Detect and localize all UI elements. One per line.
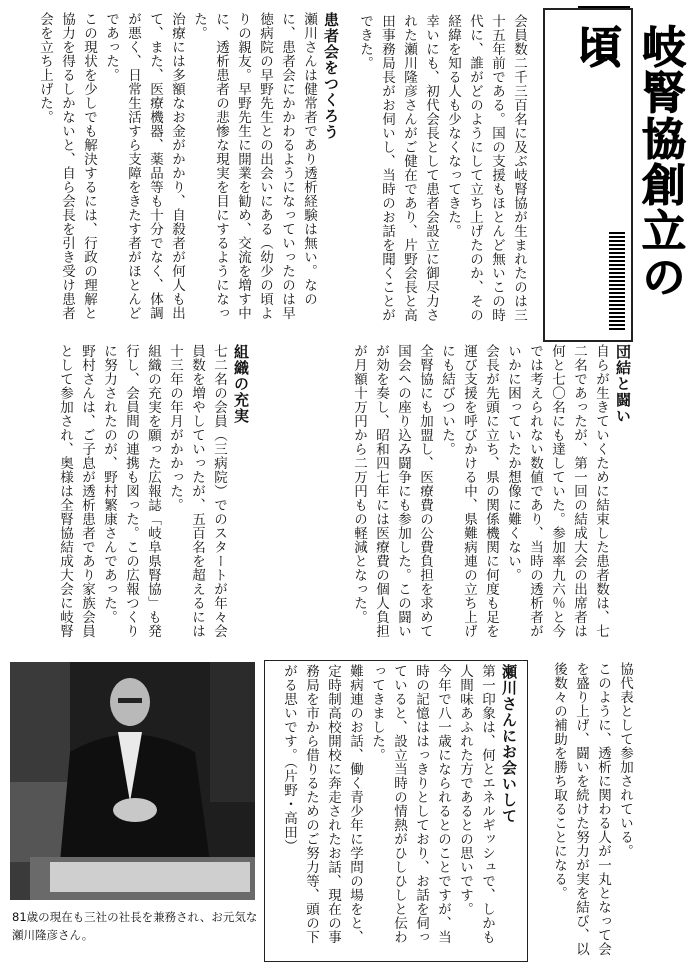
section-organization xyxy=(6,344,252,644)
box-body: 第一印象は、何とエネルギッシュで、しかも人間味あふれた方であるとの思いです。 今年で八一歳になられるとのことですが、当時の記憶ははっきりとしており、お話を伺っていると、設立当時の情熱がひしひしと伝わってきました。 難病連のお話、働く青少年に学問の場をと、定時制高校開校に奔走されたお話、現在の事務局を市から借りるためのご努力等、頭の下がる思いです。（片野・高田） xyxy=(281,664,495,944)
title-box xyxy=(543,8,685,342)
section-create-association xyxy=(6,12,342,330)
photo-caption: 81歳の現在も三社の社長を兼務され、お元気な瀬川隆彦さん。 xyxy=(12,910,258,942)
intro-column: 会員数二千三百名に及ぶ岐腎協が生まれたのは三十五年前である。国の支援もほとんど無いこの時代に、誰がどのようにして立ち上げたのか、その経緯を知る人も少なくなってきた。 幸いにも、初代会長として患者会設立に御尽力された瀬川隆彦さんがご健在であり、片野会長と高田事務局長がお伺いし、当時のお話を聞くことができた。 xyxy=(357,14,527,322)
section-body: 瀬川さんは健常者であり透析経験は無い。なのに、患者会にかかわるようになっていったのは早徳病院の早野先生との出会いにある（幼少の頃よりの親友。早野先生に開業を勧め、交流を増す中に、透析患者の悲惨な現実を目にするようになった。 治療には多額なお金がかかり、自殺者が何人も出て、また、医療機器、薬品等も十分でなく、体調が悪く、日常生活すら支障をきたす者がほとんどであった。 この現状を少しでも解決するには、行政の理解と協力を得るしかないと、自ら会長を引き受け患者会を立ち上げた。 xyxy=(37,12,317,320)
section-heading: 組織の充実 xyxy=(232,344,250,424)
section-heading: 患者会をつくろう xyxy=(322,12,340,140)
section-heading: 団結と闘い xyxy=(614,344,632,424)
box-heading: 瀬川さんにお会いして xyxy=(500,664,518,824)
section-unity-struggle xyxy=(254,344,634,640)
section-body: 七二名の会員（三病院）でのスタートが年々会員数を増やしていったが、五百名を超えるには十三年の年月がかかった。 組織の充実を願った広報誌「岐阜県腎協」も発行し、会員間の連携も図った。この広報つくりに努力されたのが、野村繁康さんであった。 野村さんは、ご子息が透析患者であり家族会員として参加され、奥様は全腎協結成大会に岐腎 xyxy=(57,344,227,638)
portrait-photo xyxy=(10,662,255,900)
title-striped-bar xyxy=(609,230,625,330)
continuation-column: 協代表として参加されている。 このように、透析に関わる人が一丸となって会を盛り上げ、闘いを続けた努力が実を結び、以後数々の補助を勝ち取ることになる。 xyxy=(551,662,633,956)
interview-box-text xyxy=(270,664,520,954)
section-body: 自らが生きていくために結束した患者数は、七二名であったが、第一回の結成大会の出席者は何と七〇名にも達していた。参加率九六％と今では考えられない数値であり、当時の透析者がいかに困っていたか想像に難くない。 会長が先頭に立ち、県の関係機関に何度も足を運び支援を呼びかける中、県難病連の立ち上げにも結びついた。 全腎協にも加盟し、医療費の公費負担を求めて国会への座り込み闘争にも参加した。この闘いが効を奏し、昭和四七年には医療費の個人負担が月額十万円から二万円もの軽減となった。 xyxy=(351,344,609,638)
page-title: 岐腎協創立の頃 xyxy=(570,24,685,300)
